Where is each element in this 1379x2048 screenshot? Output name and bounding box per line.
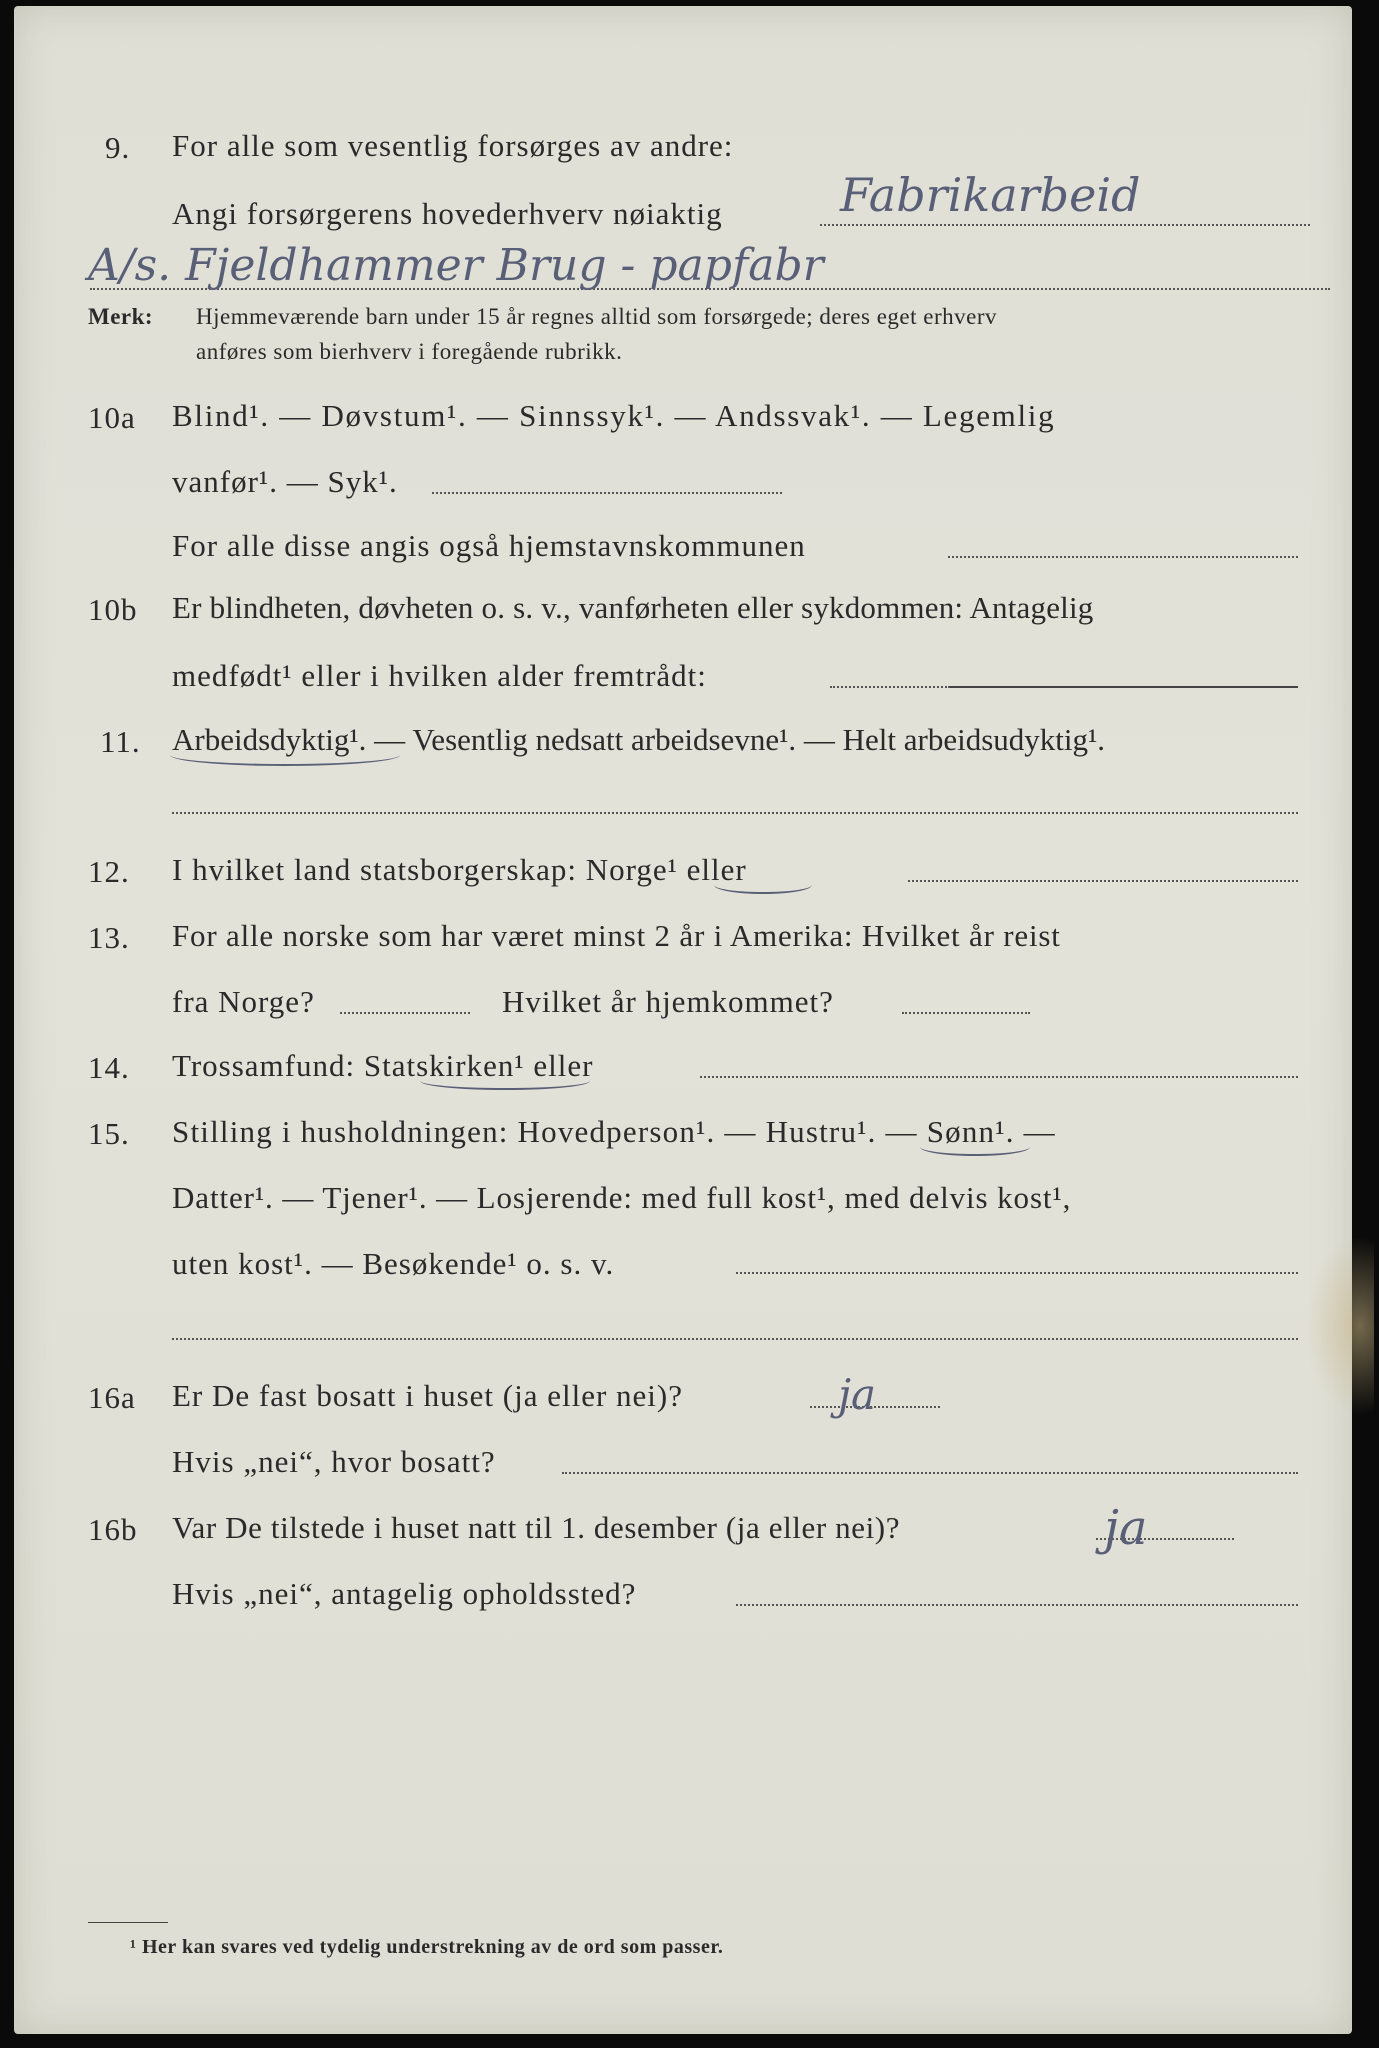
footnote: ¹ Her kan svares ved tydelig understrekning av de ord som passer. xyxy=(130,1936,724,1958)
q10b-line xyxy=(950,686,1298,688)
q15-extra-line xyxy=(172,1338,1298,1340)
q10a-number: 10a xyxy=(88,400,136,435)
q10a-syk-line xyxy=(432,492,782,494)
footnote-rule xyxy=(88,1922,168,1923)
q9-line1: For alle som vesentlig forsørges av andre: xyxy=(172,128,734,163)
merk-label: Merk: xyxy=(88,304,154,329)
q14-underline-mark xyxy=(420,1072,590,1090)
q16b-opholdssted-line xyxy=(736,1604,1298,1606)
q14-line xyxy=(700,1076,1298,1078)
q11-line1: Arbeidsdyktig¹. — Vesentlig nedsatt arbeidsevne¹. — Helt arbeidsudyktig¹. xyxy=(172,722,1106,757)
q15-line xyxy=(736,1272,1298,1274)
q9-handwritten-answer-b[interactable]: A/s. Fjeldhammer Brug - papfabr xyxy=(88,240,824,291)
q15-underline-mark xyxy=(920,1138,1030,1156)
q10a-hjemstavn-line xyxy=(948,556,1298,558)
q9-answer-line xyxy=(820,224,1310,226)
paper-stain xyxy=(1304,1236,1374,1416)
q13-line2b: Hvilket år hjemkommet? xyxy=(502,984,834,1019)
q13-line2a: fra Norge? xyxy=(172,984,315,1019)
q11-number: 11. xyxy=(100,724,141,759)
q10b-line1: Er blindheten, døvheten o. s. v., vanførheten eller sykdommen: Antagelig xyxy=(172,590,1094,625)
q12-line xyxy=(908,880,1298,882)
q10b-line2: medfødt¹ eller i hvilken alder fremtrådt: xyxy=(172,658,707,693)
q14-number: 14. xyxy=(88,1050,130,1085)
q9-number: 9. xyxy=(105,130,131,165)
q10b-dots xyxy=(830,686,950,688)
q12-line1: I hvilket land statsborgerskap: Norge¹ eller xyxy=(172,852,747,887)
q16a-handwritten-answer[interactable]: ja xyxy=(838,1370,877,1419)
q15-line1: Stilling i husholdningen: Hovedperson¹. — Hustru¹. — Sønn¹. — xyxy=(172,1114,1056,1149)
q14-line1: Trossamfund: Statskirken¹ eller xyxy=(172,1048,594,1083)
q13-reist-line xyxy=(340,1012,470,1014)
q16b-number: 16b xyxy=(88,1512,138,1547)
q10a-line3: For alle disse angis også hjemstavnskommunen xyxy=(172,528,806,563)
q15-line3: uten kost¹. — Besøkende¹ o. s. v. xyxy=(172,1246,615,1281)
q10a-line2: vanfør¹. — Syk¹. xyxy=(172,464,398,499)
q16b-line2: Hvis „nei“, antagelig opholdssted? xyxy=(172,1576,637,1611)
q16a-line2: Hvis „nei“, hvor bosatt? xyxy=(172,1444,496,1479)
q13-number: 13. xyxy=(88,920,130,955)
q16b-handwritten-answer[interactable]: ja xyxy=(1104,1500,1148,1556)
q12-number: 12. xyxy=(88,854,130,889)
q10a-line1: Blind¹. — Døvstum¹. — Sinnssyk¹. — Andssvak¹. — Legemlig xyxy=(172,398,1056,433)
q9-handwritten-answer-a[interactable]: Fabrikarbeid xyxy=(840,168,1141,222)
q10b-number: 10b xyxy=(88,592,138,627)
q11-line xyxy=(172,812,1298,814)
q16b-line1: Var De tilstede i huset natt til 1. desember (ja eller nei)? xyxy=(172,1510,901,1545)
q13-line1: For alle norske som har været minst 2 år i Amerika: Hvilket år reist xyxy=(172,918,1061,953)
merk-line1: Hjemmeværende barn under 15 år regnes alltid som forsørgede; deres eget erhverv xyxy=(196,304,997,329)
merk-line2: anføres som bierhverv i foregående rubrikk. xyxy=(196,339,623,364)
q11-underline-mark xyxy=(170,744,400,766)
q12-underline-mark xyxy=(714,876,812,894)
q15-line2: Datter¹. — Tjener¹. — Losjerende: med full kost¹, med delvis kost¹, xyxy=(172,1180,1072,1215)
q16a-line1: Er De fast bosatt i huset (ja eller nei)? xyxy=(172,1378,683,1413)
q9-line2: Angi forsørgerens hovederhverv nøiaktig xyxy=(172,196,723,231)
q15-number: 15. xyxy=(88,1116,130,1151)
q13-hjemkommet-line xyxy=(902,1012,1030,1014)
q16a-number: 16a xyxy=(88,1380,136,1415)
q16a-bosatt-line xyxy=(562,1472,1298,1474)
